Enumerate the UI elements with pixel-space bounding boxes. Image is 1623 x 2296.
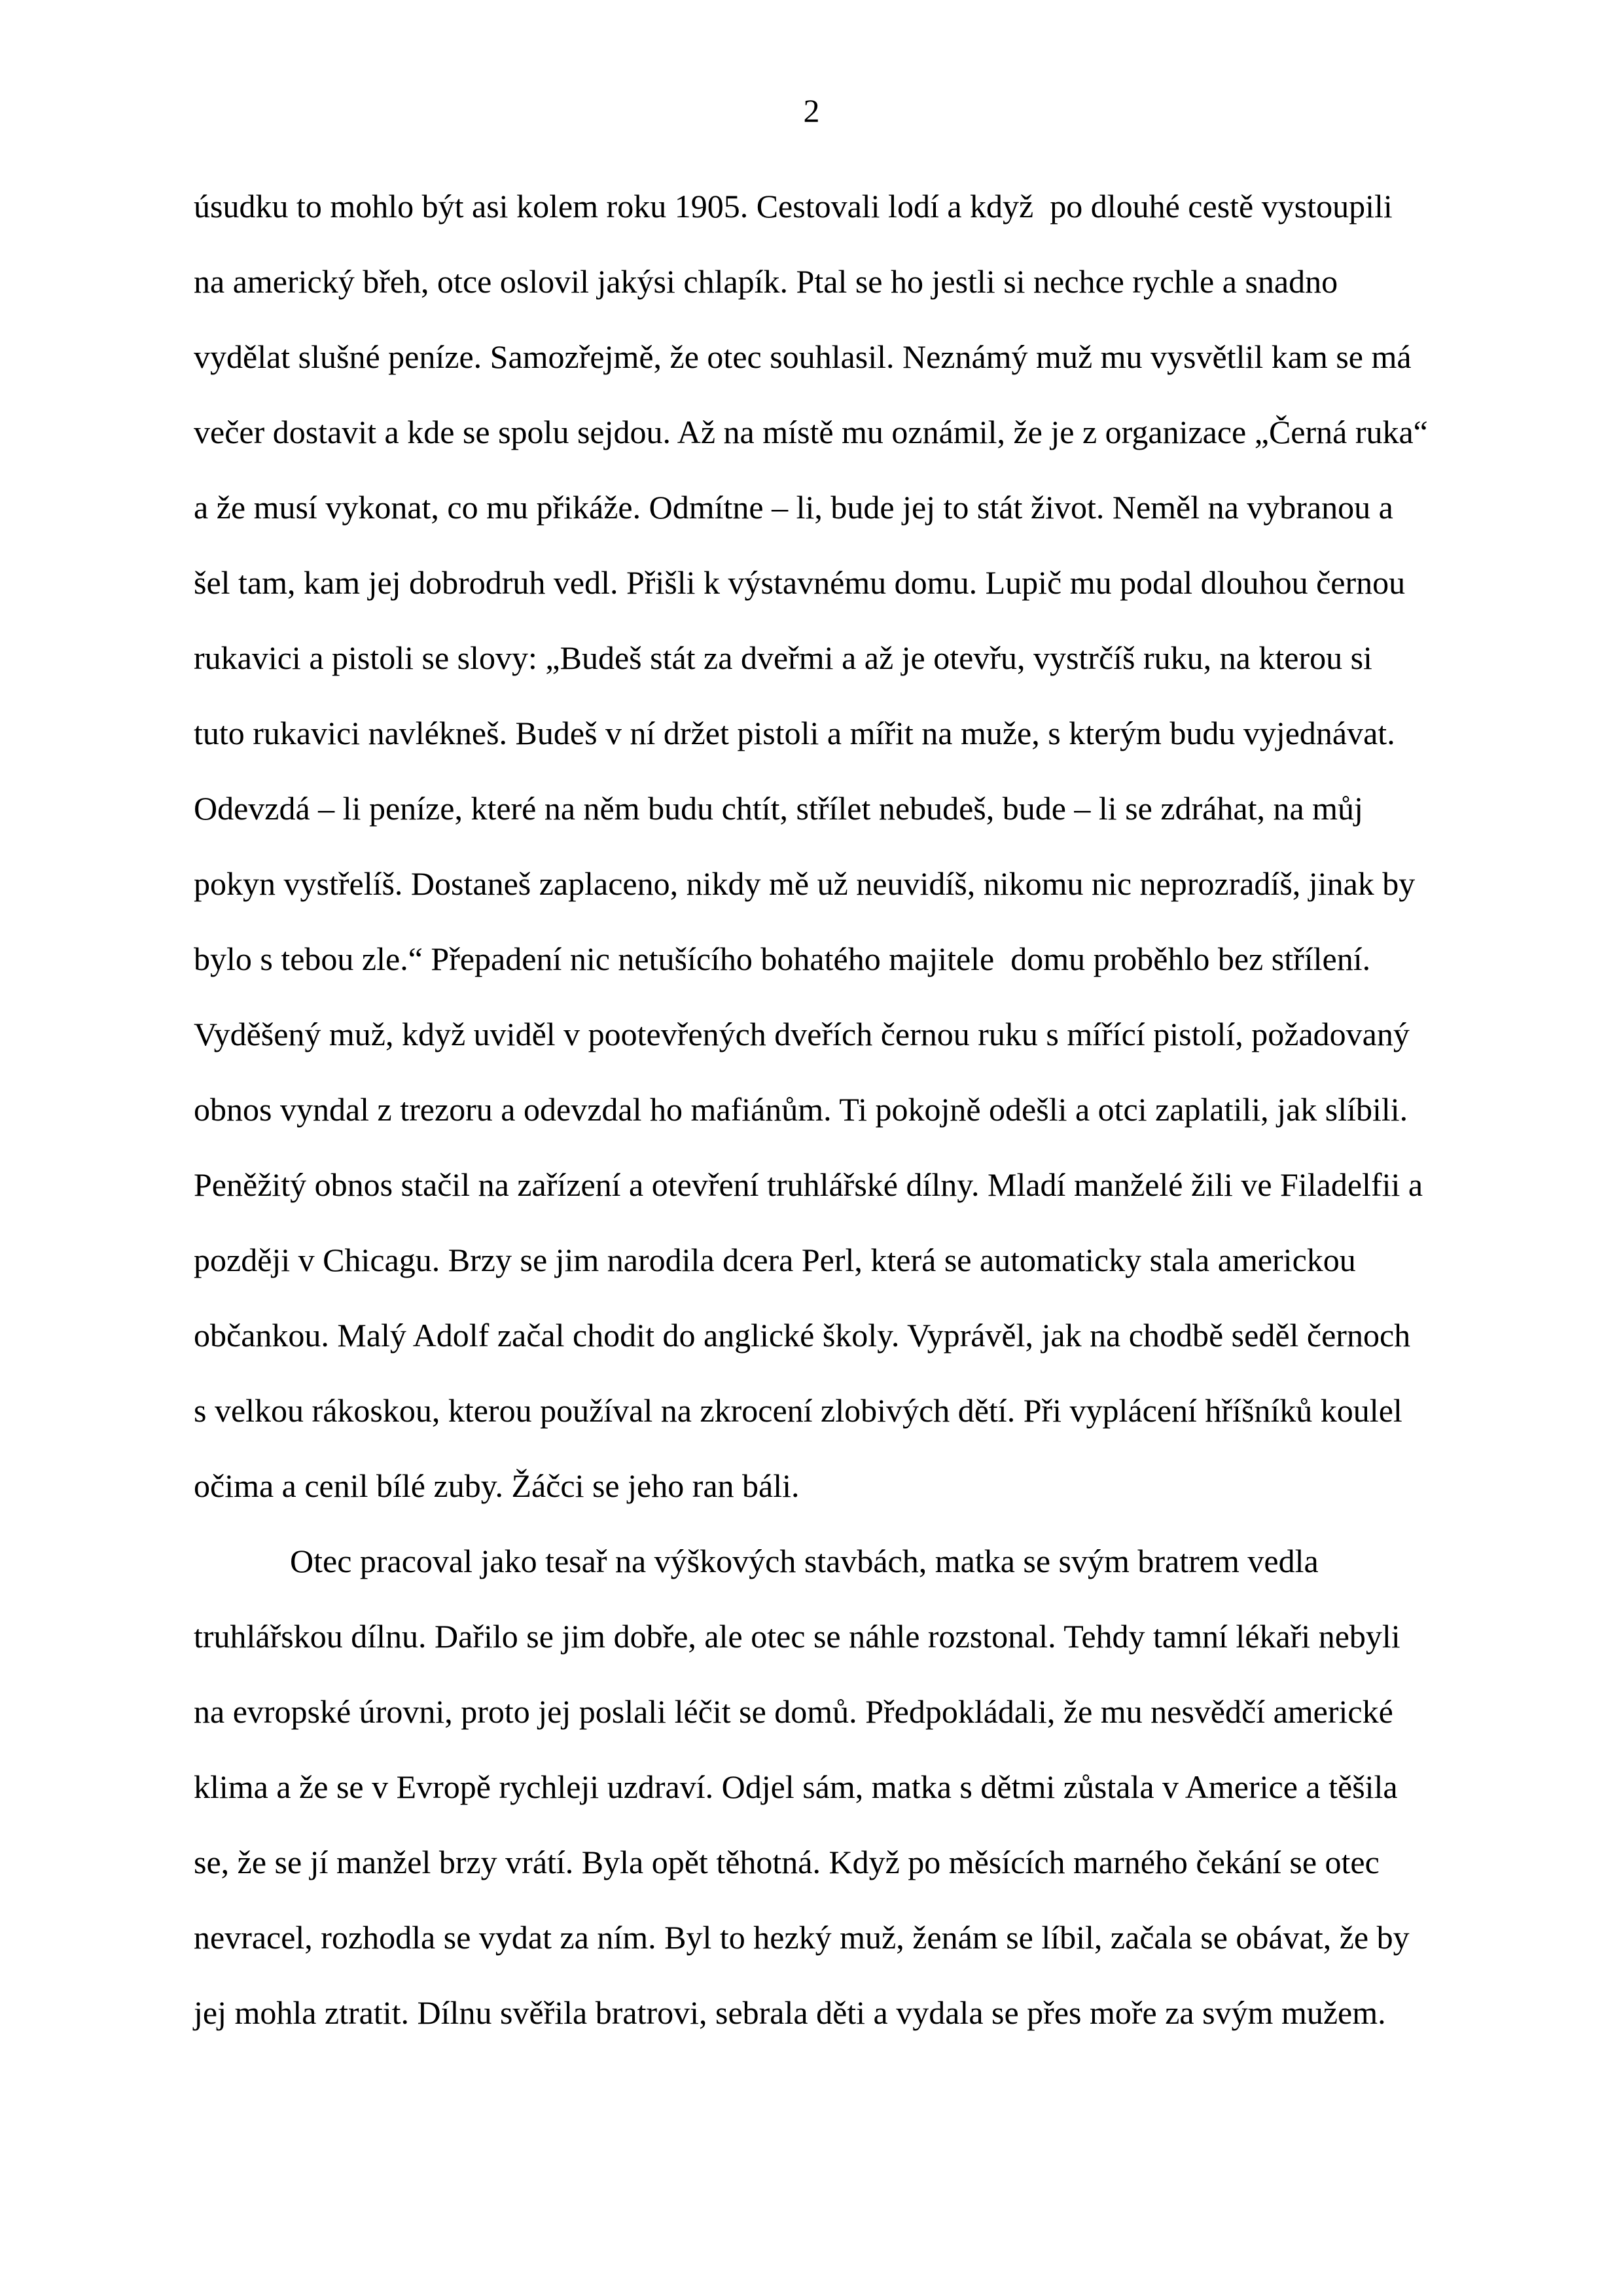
text-line: později v Chicagu. Brzy se jim narodila dcera Perl, která se automaticky stala americkou: [194, 1242, 1356, 1278]
text-line: a že musí vykonat, co mu přikáže. Odmítne – li, bude jej to stát život. Neměl na vybranou a: [194, 489, 1393, 526]
text-line: rukavici a pistoli se slovy: „Budeš stát za dveřmi a až je otevřu, vystrčíš ruku, na kterou si: [194, 639, 1372, 676]
text-line: tuto rukavici navlékneš. Budeš v ní držet pistoli a mířit na muže, s kterým budu vyjednávat.: [194, 715, 1395, 751]
text-line: bylo s tebou zle.“ Přepadení nic netušícího bohatého majitele domu proběhlo bez střílení.: [194, 941, 1371, 977]
document-body: [194, 169, 1437, 2051]
text-line: na americký břeh, otce oslovil jakýsi chlapík. Ptal se ho jestli si nechce rychle a snadno: [194, 263, 1338, 300]
text-line: vydělat slušné peníze. Samozřejmě, že otec souhlasil. Neznámý muž mu vysvětlil kam se má: [194, 338, 1412, 375]
text-line: šel tam, kam jej dobrodruh vedl. Přišli k výstavnému domu. Lupič mu podal dlouhou černou: [194, 564, 1406, 601]
text-line: občankou. Malý Adolf začal chodit do anglické školy. Vyprávěl, jak na chodbě seděl černoch: [194, 1317, 1411, 1354]
paragraph-1: [194, 169, 1437, 1524]
text-line: Vyděšený muž, když uviděl v pootevřených dveřích černou ruku s mířící pistolí, požadovaný: [194, 1016, 1410, 1052]
text-line: očima a cenil bílé zuby. Žáčci se jeho ran báli.: [194, 1467, 800, 1504]
text-line: s velkou rákoskou, kterou používal na zkrocení zlobivých dětí. Při vyplácení hříšníků koulel: [194, 1392, 1402, 1429]
text-line: večer dostavit a kde se spolu sejdou. Až na místě mu oznámil, že je z organizace „Černá ruka“: [194, 414, 1428, 450]
text-line: truhlářskou dílnu. Dařilo se jim dobře, ale otec se náhle rozstonal. Tehdy tamní lékaři nebyli: [194, 1618, 1400, 1655]
text-line: úsudku to mohlo být asi kolem roku 1905. Cestovali lodí a když po dlouhé cestě vystoupili: [194, 188, 1393, 224]
text-line: nevracel, rozhodla se vydat za ním. Byl to hezký muž, ženám se líbil, začala se obávat, že by: [194, 1919, 1410, 1956]
paragraph-2: [194, 1524, 1437, 2051]
text-line: Peněžitý obnos stačil na zařízení a otevření truhlářské dílny. Mladí manželé žili ve Filadelfii a: [194, 1166, 1423, 1203]
text-line: pokyn vystřelíš. Dostaneš zaplaceno, nikdy mě už neuvidíš, nikomu nic neprozradíš, jinak by: [194, 865, 1416, 902]
text-line: jej mohla ztratit. Dílnu svěřila bratrovi, sebrala děti a vydala se přes moře za svým mužem.: [194, 1994, 1386, 2031]
text-line: klima a že se v Evropě rychleji uzdraví. Odjel sám, matka s dětmi zůstala v Americe a těšila: [194, 1768, 1398, 1805]
text-line: obnos vyndal z trezoru a odevzdal ho mafiánům. Ti pokojně odešli a otci zaplatili, jak slíbili.: [194, 1091, 1408, 1128]
page-number: 2: [803, 92, 820, 129]
text-line: Otec pracoval jako tesař na výškových stavbách, matka se svým bratrem vedla: [290, 1543, 1319, 1579]
text-line: se, že se jí manžel brzy vrátí. Byla opět těhotná. Když po měsících marného čekání se otec: [194, 1844, 1380, 1880]
text-line: Odevzdá – li peníze, které na něm budu chtít, střílet nebudeš, bude – li se zdráhat, na můj: [194, 790, 1363, 827]
text-line: na evropské úrovni, proto jej poslali léčit se domů. Předpokládali, že mu nesvědčí americké: [194, 1693, 1393, 1730]
